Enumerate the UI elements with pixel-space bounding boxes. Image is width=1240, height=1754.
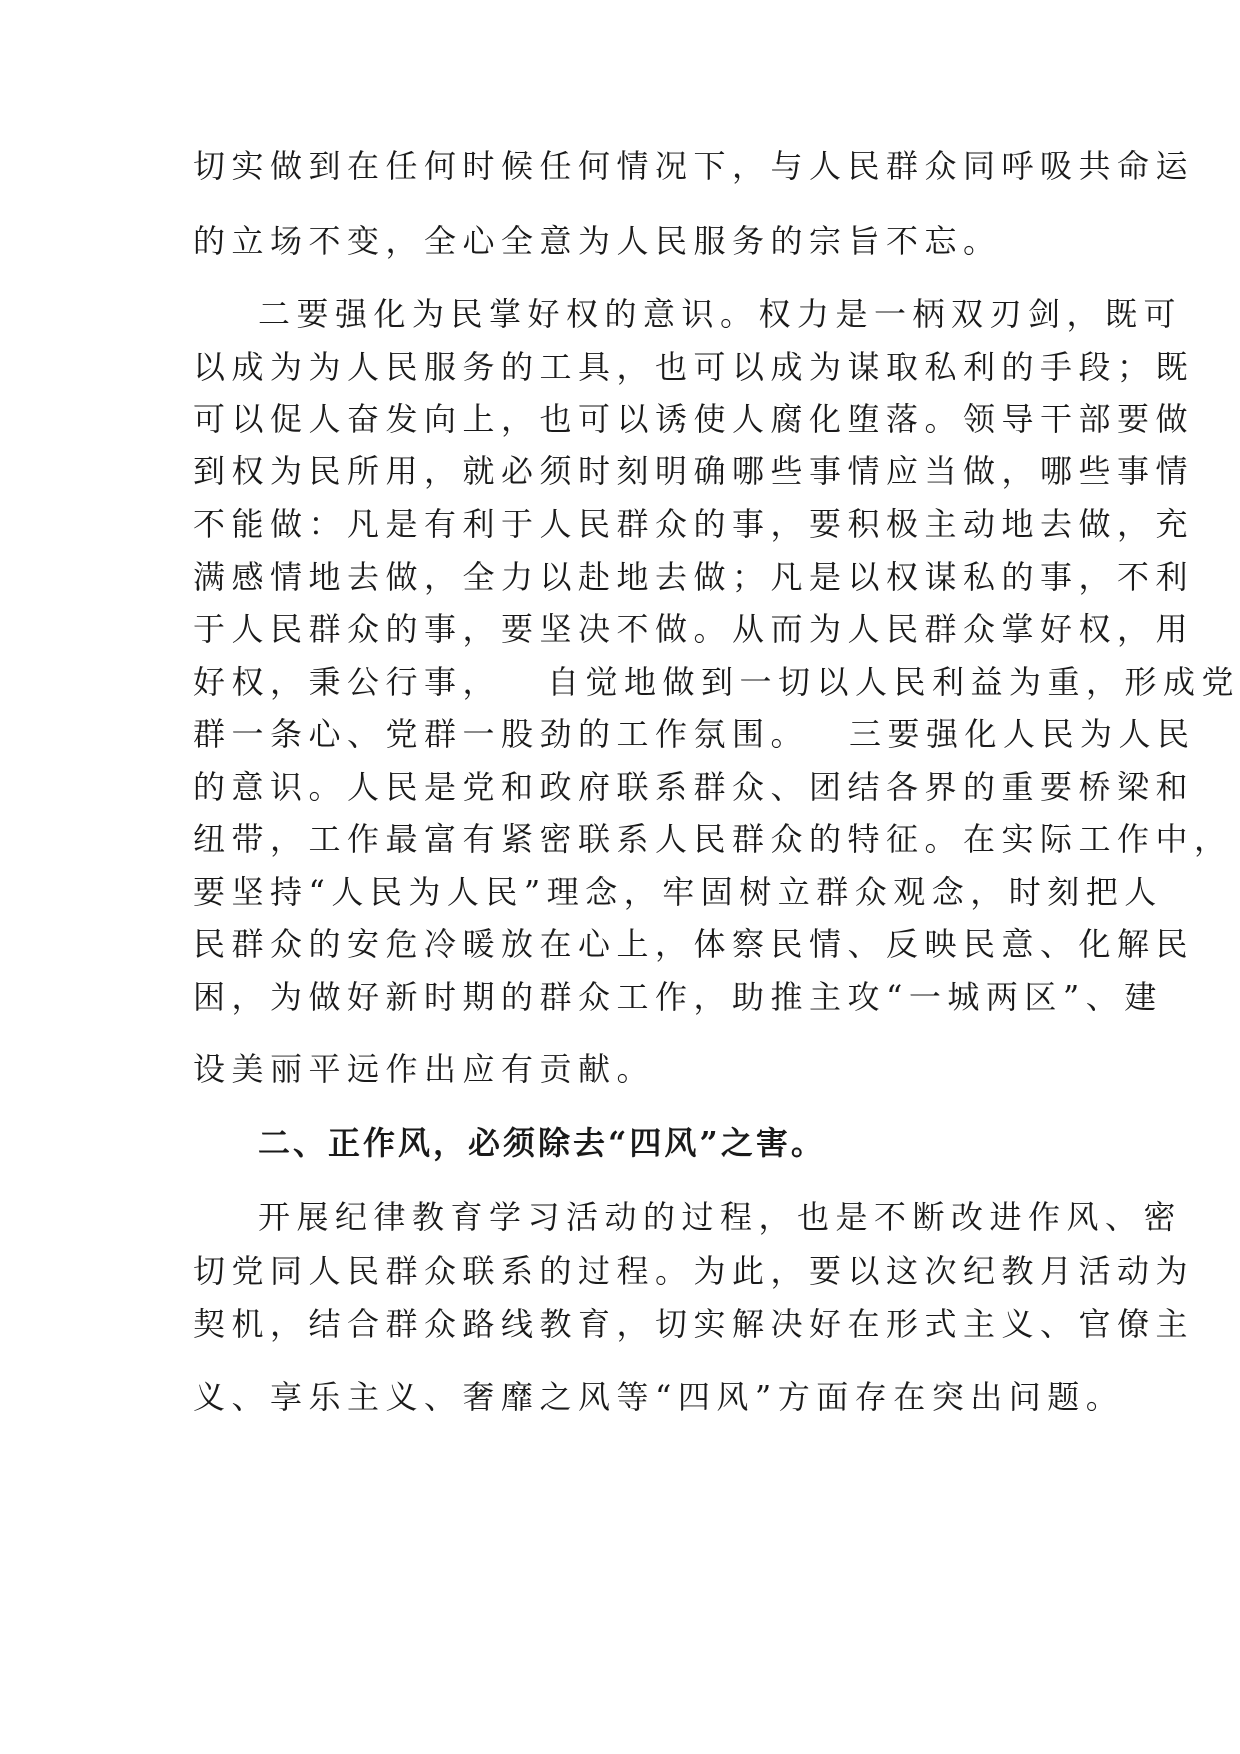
line-segment: 三要强化人民为人民 <box>849 715 1196 753</box>
paragraph-line: 纽带，工作最富有紧密联系人民群众的特征。在实际工作中， <box>193 820 1233 858</box>
paragraph-line: 不能做：凡是有利于人民群众的事，要积极主动地去做，充 <box>193 505 1195 543</box>
paragraph-line: 切实做到在任何时候任何情况下，与人民群众同呼吸共命运 <box>193 147 1195 185</box>
paragraph-line: 可以促人奋发向上，也可以诱使人腐化堕落。领导干部要做 <box>193 400 1195 438</box>
paragraph-line: 满感情地去做，全力以赴地去做；凡是以权谋私的事，不利 <box>193 558 1195 596</box>
paragraph-line: 民群众的安危冷暖放在心上，体察民情、反映民意、化解民 <box>193 925 1195 963</box>
line-segment: 群一条心、党群一股劲的工作氛围。 <box>193 715 810 753</box>
paragraph-line: 要坚持“人民为人民”理念，牢固树立群众观念，时刻把人 <box>193 873 1163 911</box>
paragraph-line: 二要强化为民掌好权的意识。权力是一柄双刃剑，既可 <box>258 295 1183 333</box>
paragraph-line: 以成为为人民服务的工具，也可以成为谋取私利的手段；既 <box>193 348 1195 386</box>
paragraph-line: 契机，结合群众路线教育，切实解决好在形式主义、官僚主 <box>193 1305 1195 1343</box>
paragraph-line: 于人民群众的事，要坚决不做。从而为人民群众掌好权，用 <box>193 610 1195 648</box>
paragraph-line: 困，为做好新时期的群众工作，助推主攻“一城两区”、建 <box>193 978 1163 1016</box>
paragraph-line: 切党同人民群众联系的过程。为此，要以这次纪教月活动为 <box>193 1252 1195 1290</box>
paragraph-line: 开展纪律教育学习活动的过程，也是不断改进作风、密 <box>258 1198 1183 1236</box>
paragraph-line: 设美丽平远作出应有贡献。 <box>193 1050 656 1088</box>
paragraph-line: 的意识。人民是党和政府联系群众、团结各界的重要桥梁和 <box>193 768 1195 806</box>
paragraph-line <box>193 662 1240 702</box>
paragraph-line: 到权为民所用，就必须时刻明确哪些事情应当做，哪些事情 <box>193 452 1195 490</box>
section-heading: 二、正作风，必须除去“四风”之害。 <box>258 1124 826 1162</box>
line-segment: 好权，秉公行事， <box>193 663 502 701</box>
paragraph-line: 的立场不变，全心全意为人民服务的宗旨不忘。 <box>193 222 1002 260</box>
paragraph-line: 义、享乐主义、奢靡之风等“四风”方面存在突出问题。 <box>193 1378 1125 1416</box>
line-segment: 自觉地做到一切以人民利益为重，形成党 <box>547 663 1240 701</box>
paragraph-line <box>193 714 1196 754</box>
